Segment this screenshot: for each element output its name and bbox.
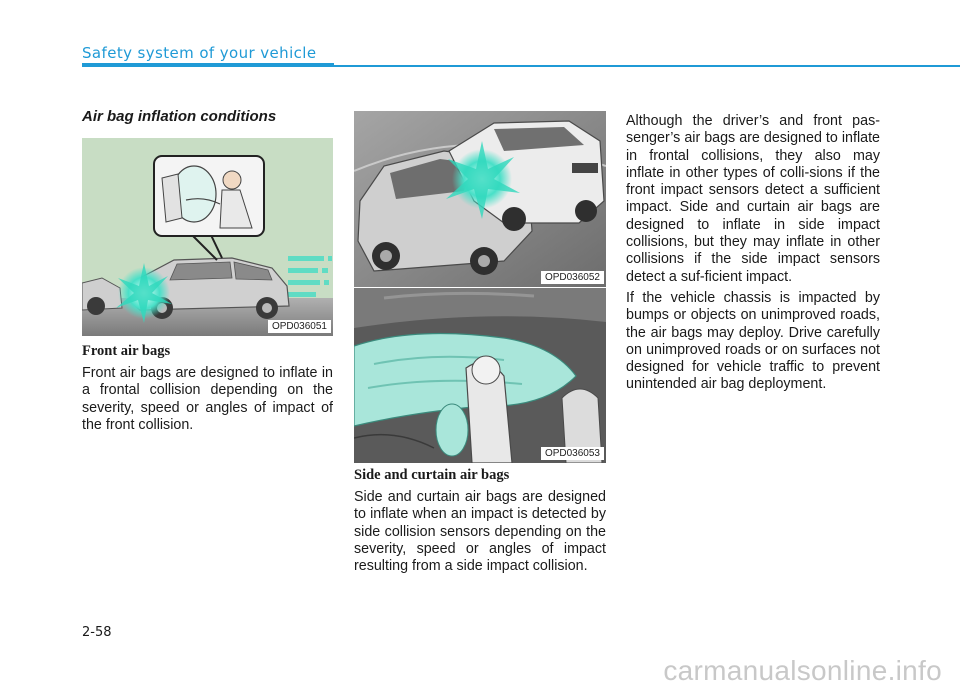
page-header-title: Safety system of your vehicle — [82, 44, 317, 62]
curtain-airbag-illustration — [354, 288, 606, 463]
header-rule — [82, 65, 960, 67]
side-collision-illustration — [354, 111, 606, 287]
front-airbags-body: Front air bags are designed to inflate in a frontal collision depending on the severity, speed or angles of impact of the front collision. — [82, 365, 333, 433]
front-collision-illustration — [82, 138, 333, 336]
figure-code: OPD036053 — [541, 447, 604, 460]
front-collision-figure — [82, 138, 333, 336]
front-airbags-title: Front air bags — [82, 343, 171, 359]
right-column-paragraph-2: If the vehicle chassis is impacted by bumps or objects on unimproved roads, the air bags may deploy. Drive carefully on unimproved roads or on surfaces not designed for vehicle traffic to prevent unintended air bag deployment. — [626, 290, 880, 393]
section-heading: Air bag inflation conditions — [82, 108, 277, 125]
footer-watermark[interactable]: carmanualsonline.info — [663, 655, 942, 686]
figure-code: OPD036052 — [541, 271, 604, 284]
figure-code: OPD036051 — [268, 320, 331, 333]
side-airbags-body: Side and curtain air bags are designed to inflate when an impact is detected by side collision sensors depending on the severity, speed or angles of impact resulting from a side impact collision. — [354, 489, 606, 575]
page-number: 2-58 — [82, 625, 112, 640]
right-column-paragraph-1: Although the driver’s and front pas-senger’s air bags are designed to inflate in frontal collisions, they also may inflate in other types of colli-sions if the front impact sensors detect a sufficient impact. Side and curtain air bags are designed to inflate in side impact collisions, but they may inflate in other collisions if the side impact sensors detect a suf-ficient impact. — [626, 113, 880, 285]
side-collision-figure — [354, 111, 606, 287]
curtain-airbag-figure — [354, 288, 606, 463]
side-airbags-title: Side and curtain air bags — [354, 467, 510, 483]
